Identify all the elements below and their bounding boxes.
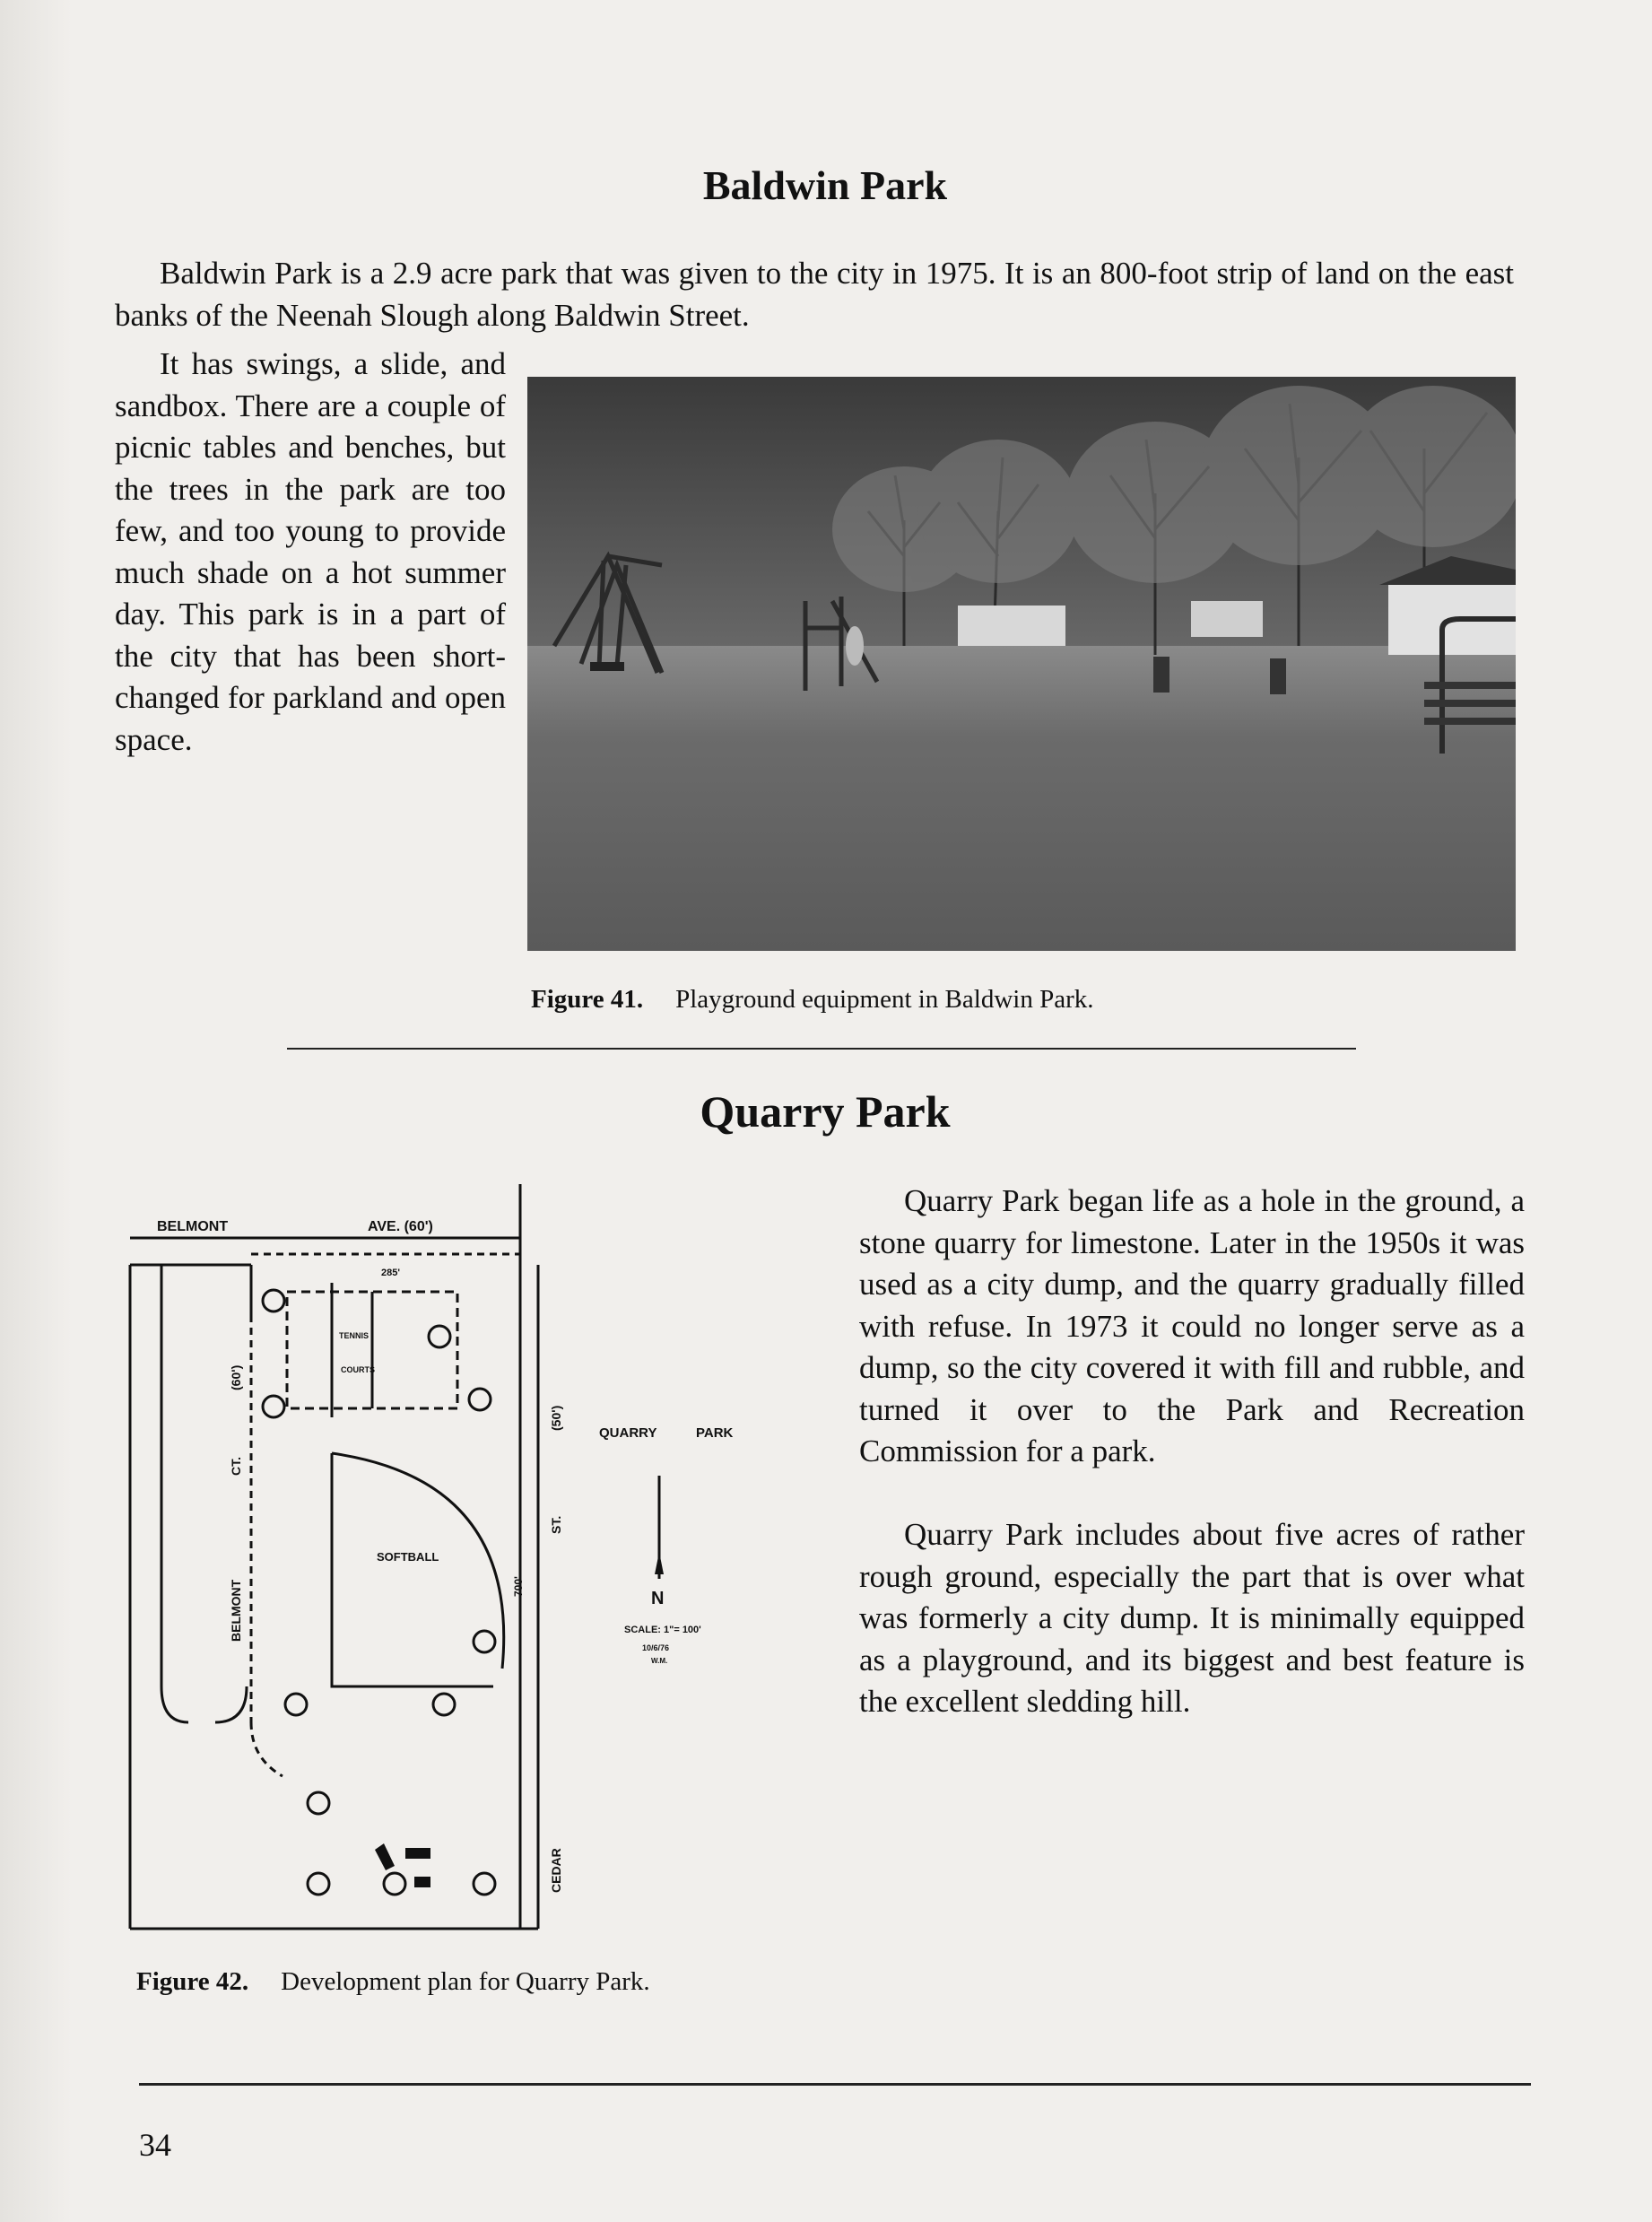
- figure-42-caption: [136, 1967, 650, 1997]
- plan-st-label: ST.: [549, 1515, 563, 1534]
- plan-street-belmont-ave: BELMONT: [157, 1219, 229, 1234]
- baldwin-intro-paragraph: Baldwin Park is a 2.9 acre park that was given to the city in 1975. It is an 800-foot strip of land on the east banks of the Neenah Slough along Baldwin Street.: [115, 256, 1514, 333]
- figure-42-text: Development plan for Quarry Park.: [281, 1967, 650, 1996]
- figure-41-text: Playground equipment in Baldwin Park.: [675, 985, 1094, 1014]
- plan-trees: [263, 1290, 495, 1895]
- baldwin-body-paragraph: It has swings, a slide, and sandbox. There are a couple of picnic tables and benches, but the trees in the park are too few, and too young to provide much shade on a hot summer day. This park is in a part of the city that has been short-changed for parkland and open space.: [115, 346, 506, 757]
- figure-42-label: Figure 42.: [136, 1967, 249, 1996]
- page-edge-shadow: [0, 0, 72, 2222]
- plan-belmont-ct-label: BELMONT: [229, 1579, 243, 1642]
- plan-dimension-top: 285': [381, 1268, 400, 1278]
- plan-cedar-label: CEDAR: [549, 1848, 563, 1893]
- footer-rule: [139, 2083, 1531, 2086]
- quarry-paragraph-1: Quarry Park began life as a hole in the ground, a stone quarry for limestone. Later in the 1950s it was used as a city dump, and the quarry gradually filled with refuse. In 1973 it could no longer serve as a dump, so the city covered it with fill and rubble, and turned it over to the Park and Recreation Commission for a park.: [859, 1183, 1525, 1468]
- plan-street-ave-width: AVE. (60'): [368, 1219, 433, 1234]
- plan-quarry-label: QUARRY: [599, 1425, 657, 1441]
- plan-softball-label: SOFTBALL: [377, 1550, 439, 1564]
- plan-ct-width: (60'): [229, 1364, 243, 1390]
- plan-st-width: (50'): [549, 1405, 563, 1431]
- quarry-paragraph-2: Quarry Park includes about five acres of rather rough ground, especially the part that is over what was formerly a city dump. It is minimally equipped as a playground, and its biggest and best feature is the excellent sledding hill.: [859, 1517, 1525, 1719]
- plan-date: 10/6/76: [642, 1643, 670, 1652]
- plan-dimension-side: 700': [512, 1576, 525, 1597]
- photo-ground: [527, 646, 1516, 951]
- photo-swing-seat: [590, 662, 624, 671]
- baldwin-park-playground-photo: [527, 377, 1516, 951]
- photo-bench: [1424, 682, 1516, 725]
- plan-scale: SCALE: 1"= 100': [624, 1625, 701, 1635]
- plan-streets: [130, 1184, 538, 1929]
- photo-child: [846, 626, 864, 666]
- plan-north-label: N: [651, 1589, 665, 1608]
- figure-41-caption: [531, 985, 1094, 1015]
- plan-north-arrowhead: [655, 1552, 664, 1574]
- baldwin-park-title: Baldwin Park: [702, 162, 948, 208]
- plan-initials: W.M.: [651, 1657, 668, 1665]
- quarry-park-title: Quarry Park: [700, 1086, 951, 1137]
- plan-courts-label: COURTS: [341, 1365, 375, 1374]
- plan-park-label: PARK: [696, 1425, 734, 1441]
- figure-41-label: Figure 41.: [531, 985, 644, 1014]
- section-divider: [287, 1048, 1356, 1050]
- quarry-park-development-plan: [126, 1184, 798, 1938]
- page-number: 34: [139, 2127, 171, 2163]
- plan-tennis-label: TENNIS: [339, 1331, 370, 1340]
- plan-ct-label: CT.: [229, 1457, 243, 1476]
- plan-tennis-courts: [287, 1283, 457, 1417]
- plan-park-boundary: [251, 1254, 538, 1929]
